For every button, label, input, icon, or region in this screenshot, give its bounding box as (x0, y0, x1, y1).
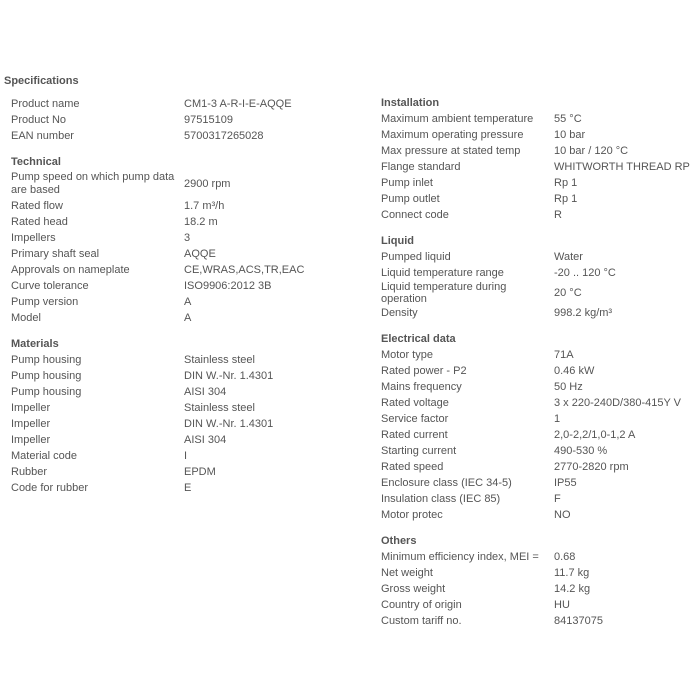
spec-label: Code for rubber (11, 482, 89, 494)
spec-value: F (554, 493, 561, 505)
spec-label: Enclosure class (IEC 34-5) (381, 477, 512, 489)
spec-value: -20 .. 120 °C (554, 267, 616, 279)
spec-value: 20 °C (554, 287, 582, 299)
section-installation (381, 95, 700, 223)
section-title: Others (381, 535, 417, 547)
spec-row (381, 127, 700, 143)
spec-value: CE,WRAS,ACS,TR,EAC (184, 264, 305, 276)
spec-value: 2900 rpm (184, 178, 231, 190)
spec-label: Density (381, 307, 418, 319)
spec-label: Rated voltage (381, 397, 449, 409)
spec-label: Liquid temperature range (381, 267, 504, 279)
spec-row (11, 294, 331, 310)
spec-value: 71A (554, 349, 574, 361)
spec-value: 10 bar / 120 °C (554, 145, 629, 157)
spec-label: Custom tariff no. (381, 615, 462, 627)
spec-value: 1.7 m³/h (184, 200, 225, 212)
spec-row (381, 459, 700, 475)
spec-label: Rated current (381, 429, 448, 441)
spec-value: I (184, 450, 188, 462)
page-title: Specifications (4, 75, 79, 87)
spec-row (11, 352, 331, 368)
spec-row (11, 214, 331, 230)
spec-row (381, 581, 700, 597)
spec-row (11, 464, 331, 480)
spec-value: EPDM (184, 466, 216, 478)
spec-row (381, 249, 700, 265)
spec-value: 84137075 (554, 615, 603, 627)
spec-row (11, 310, 331, 326)
spec-label: Pump version (11, 296, 79, 308)
spec-value: DIN W.-Nr. 1.4301 (184, 370, 274, 382)
spec-value: A (184, 312, 192, 324)
spec-label: Curve tolerance (11, 280, 89, 292)
spec-row (381, 265, 700, 281)
spec-label: Maximum operating pressure (381, 129, 524, 141)
spec-row (11, 128, 331, 144)
spec-row (11, 416, 331, 432)
spec-row (11, 384, 331, 400)
spec-label: Pump outlet (381, 193, 440, 205)
spec-label: Insulation class (IEC 85) (381, 493, 501, 505)
spec-value: 1 (554, 413, 561, 425)
spec-label: Impeller (11, 434, 51, 446)
section-technical (11, 154, 331, 326)
spec-row (381, 111, 700, 127)
spec-label: Impellers (11, 232, 56, 244)
spec-label: Flange standard (381, 161, 461, 173)
spec-row (381, 443, 700, 459)
spec-value: AQQE (184, 248, 216, 260)
spec-label: Product No (11, 114, 67, 126)
section-materials (11, 336, 331, 496)
spec-value: 50 Hz (554, 381, 583, 393)
spec-row (381, 427, 700, 443)
spec-row (381, 507, 700, 523)
section-general (11, 96, 331, 144)
spec-row (381, 565, 700, 581)
spec-value: CM1-3 A-R-I-E-AQQE (184, 98, 292, 110)
spec-label: Product name (11, 98, 80, 110)
spec-value: 0.46 kW (554, 365, 595, 377)
spec-label: Starting current (381, 445, 457, 457)
spec-value: NO (554, 509, 571, 521)
section-liquid (381, 233, 700, 321)
spec-row (381, 491, 700, 507)
spec-value: Stainless steel (184, 402, 255, 414)
spec-value: 2770-2820 rpm (554, 461, 629, 473)
spec-label: Minimum efficiency index, MEI = (381, 551, 539, 563)
spec-row (11, 368, 331, 384)
spec-label: Max pressure at stated temp (381, 145, 521, 157)
spec-label: Primary shaft seal (11, 248, 100, 260)
spec-row (381, 143, 700, 159)
spec-label: Impeller (11, 418, 51, 430)
spec-row (381, 475, 700, 491)
spec-value: DIN W.-Nr. 1.4301 (184, 418, 274, 430)
spec-row (381, 613, 700, 629)
spec-value: AISI 304 (184, 434, 227, 446)
spec-row (11, 230, 331, 246)
spec-label: Service factor (381, 413, 449, 425)
spec-label: Material code (11, 450, 78, 462)
spec-row (381, 379, 700, 395)
spec-row (381, 159, 700, 175)
spec-row (381, 305, 700, 321)
spec-row (11, 170, 331, 198)
spec-row (381, 207, 700, 223)
spec-value: 18.2 m (184, 216, 218, 228)
section-others (381, 533, 700, 629)
spec-row (11, 198, 331, 214)
spec-value: ISO9906:2012 3B (184, 280, 272, 292)
spec-row (381, 411, 700, 427)
spec-value: 490-530 % (554, 445, 608, 457)
spec-label: Rubber (11, 466, 48, 478)
spec-value: Rp 1 (554, 177, 578, 189)
spec-label: Gross weight (381, 583, 446, 595)
spec-label: Pumped liquid (381, 251, 451, 263)
spec-value: 14.2 kg (554, 583, 591, 595)
spec-label: Pump inlet (381, 177, 433, 189)
section-electrical-data (381, 331, 700, 523)
spec-row (381, 191, 700, 207)
spec-value: Water (554, 251, 583, 263)
right-column (381, 95, 700, 639)
spec-label: Rated power - P2 (381, 365, 467, 377)
spec-value: IP55 (554, 477, 577, 489)
spec-row (11, 432, 331, 448)
spec-label: Pump housing (11, 370, 82, 382)
spec-row (381, 395, 700, 411)
spec-label: Maximum ambient temperature (381, 113, 534, 125)
spec-value: 2,0-2,2/1,0-1,2 A (554, 429, 636, 441)
spec-row (381, 549, 700, 565)
spec-label: Liquid temperature during operation (381, 281, 507, 305)
section-title: Liquid (381, 235, 414, 247)
spec-label: Pump speed on which pump data are based (11, 171, 175, 196)
section-title: Electrical data (381, 333, 456, 345)
spec-row (11, 262, 331, 278)
spec-label: Mains frequency (381, 381, 462, 393)
spec-value: 3 (184, 232, 191, 244)
spec-row (381, 175, 700, 191)
spec-label: Pump housing (11, 354, 82, 366)
spec-label: Country of origin (381, 599, 462, 611)
spec-row (381, 281, 700, 305)
spec-row (11, 400, 331, 416)
spec-row (381, 347, 700, 363)
section-title: Installation (381, 97, 440, 109)
spec-label: Rated speed (381, 461, 444, 473)
spec-value: 0.68 (554, 551, 576, 563)
spec-row (11, 96, 331, 112)
spec-row (381, 597, 700, 613)
spec-row (11, 246, 331, 262)
spec-label: Net weight (381, 567, 433, 579)
spec-row (381, 363, 700, 379)
spec-value: R (554, 209, 562, 221)
spec-row (11, 480, 331, 496)
spec-label: Motor type (381, 349, 433, 361)
spec-value: 10 bar (554, 129, 586, 141)
spec-label: Rated head (11, 216, 68, 228)
spec-label: Rated flow (11, 200, 63, 212)
spec-value: E (184, 482, 192, 494)
spec-label: Model (11, 312, 41, 324)
spec-value: AISI 304 (184, 386, 227, 398)
left-column (11, 96, 331, 506)
spec-label: EAN number (11, 130, 74, 142)
spec-label: Approvals on nameplate (11, 264, 130, 276)
spec-value: Rp 1 (554, 193, 578, 205)
spec-label: Connect code (381, 209, 449, 221)
spec-value: 3 x 220-240D/380-415Y V (554, 397, 681, 409)
spec-value: WHITWORTH THREAD RP (554, 161, 690, 173)
spec-label: Pump housing (11, 386, 82, 398)
spec-value: 55 °C (554, 113, 582, 125)
section-title: Materials (11, 338, 59, 350)
spec-row (11, 448, 331, 464)
spec-value: 97515109 (184, 114, 233, 126)
spec-row (11, 112, 331, 128)
spec-value: 998.2 kg/m³ (554, 307, 613, 319)
spec-value: Stainless steel (184, 354, 255, 366)
spec-label: Impeller (11, 402, 51, 414)
spec-value: 5700317265028 (184, 130, 264, 142)
section-title: Technical (11, 156, 61, 168)
spec-value: A (184, 296, 192, 308)
spec-row (11, 278, 331, 294)
spec-value: HU (554, 599, 570, 611)
spec-value: 11.7 kg (554, 567, 590, 579)
spec-label: Motor protec (381, 509, 443, 521)
